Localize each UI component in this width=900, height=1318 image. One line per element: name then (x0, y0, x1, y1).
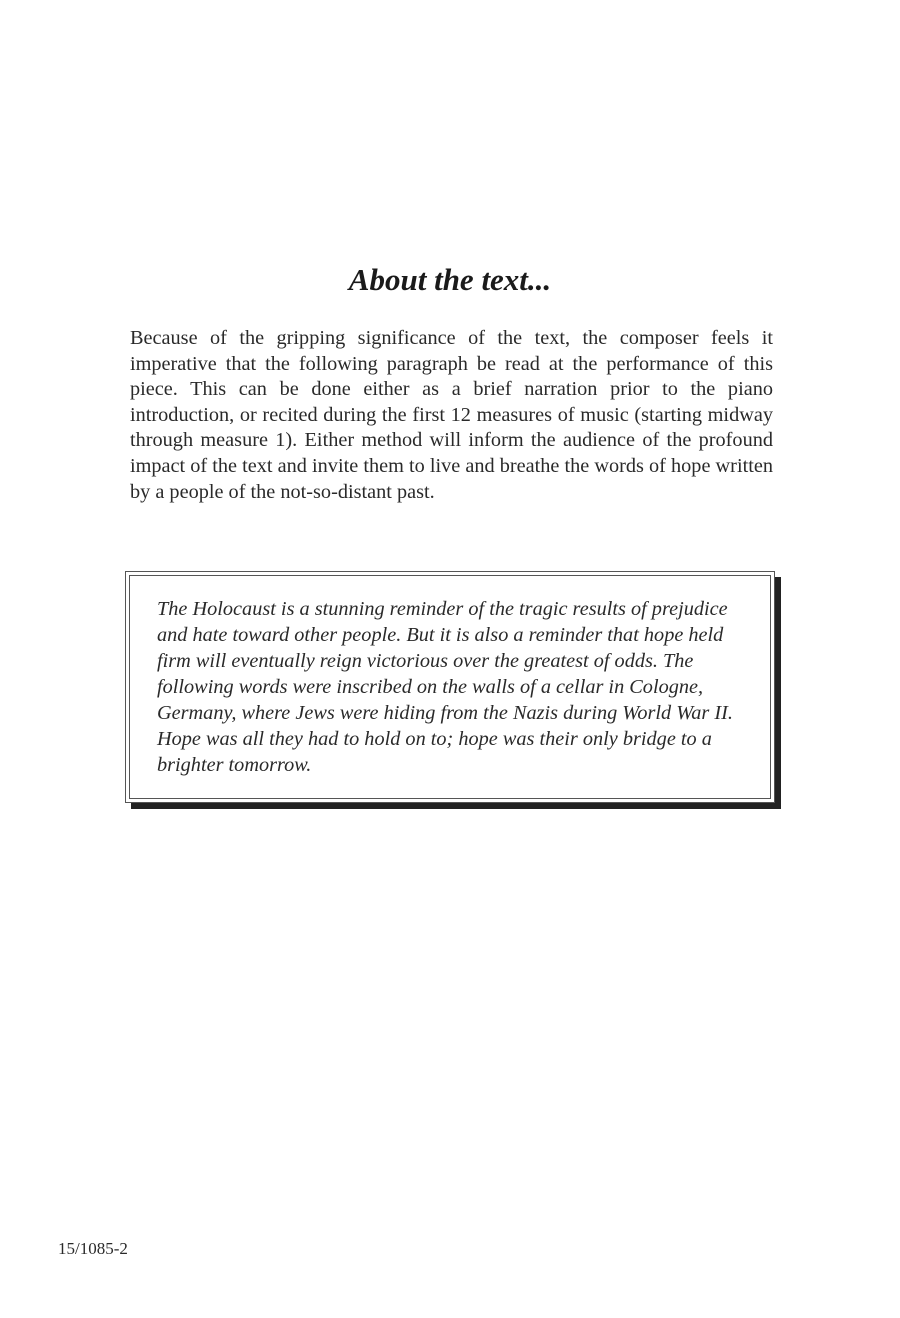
intro-paragraph: Because of the gripping significance of the text, the composer feels it imperative that the following paragraph be read at the performance of this piece. This can be done either as a brief narration prior to the piano introduction, or recited during the first 12 measures of music (starting midway through measure 1). Either method will inform the audience of the profound impact of the text and invite them to live and breathe the words of hope written by a people of the not-so-distant past. (130, 327, 773, 503)
quote-box (125, 571, 775, 803)
page-code: 15/1085-2 (58, 1239, 128, 1258)
page-title: About the text... (348, 262, 552, 297)
quote-box-inner-frame (129, 575, 771, 799)
quote-text: The Holocaust is a stunning reminder of the tragic results of prejudice and hate toward other people. But it is also a reminder that hope held firm will eventually reign victorious over the greatest of odds. The following words were inscribed on the walls of a cellar in Cologne, Germany, where Jews were hiding from the Nazis during World War II. Hope was all they had to hold on to; hope was their only bridge to a brighter tomorrow. (157, 598, 733, 776)
